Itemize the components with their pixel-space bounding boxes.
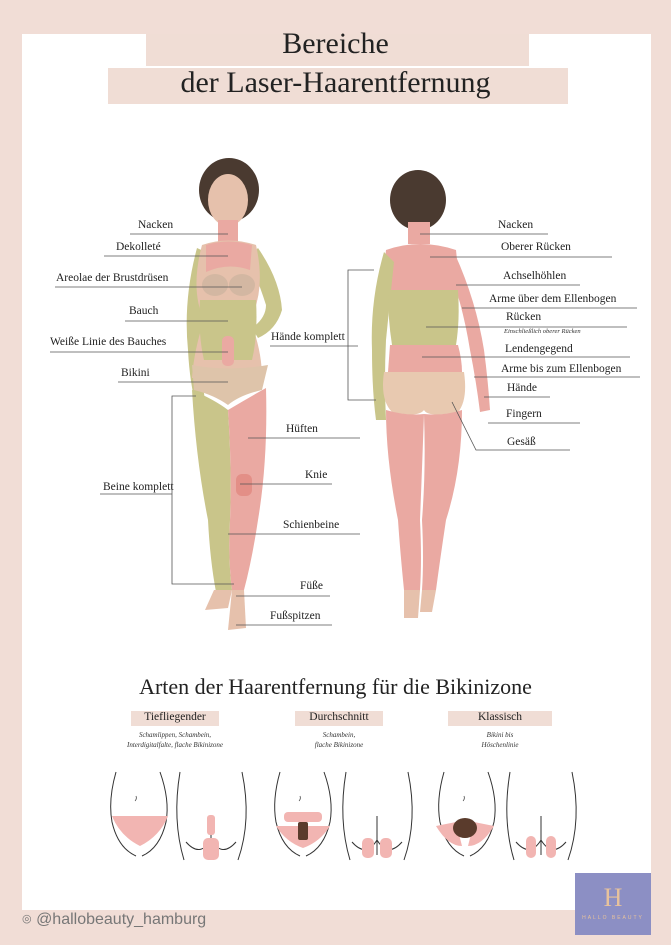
bikini-durch-front bbox=[275, 772, 331, 856]
label-front-hueften: Hüften bbox=[286, 423, 318, 435]
label-front-areolae: Areolae der Brustdrüsen bbox=[56, 272, 169, 284]
label-back-achselhoehlen: Achselhöhlen bbox=[503, 270, 567, 282]
logo-letter: H bbox=[603, 883, 623, 912]
label-back-arme-bis: Arme bis zum Ellenbogen bbox=[501, 363, 622, 375]
instagram-handle-text: @hallobeauty_hamburg bbox=[36, 911, 207, 928]
bikini-tief-front bbox=[111, 772, 168, 856]
label-back-haende: Hände bbox=[507, 382, 538, 394]
label-front-schienbeine: Schienbeine bbox=[283, 519, 340, 531]
bikini-type-durch-desc1: Schambein, bbox=[322, 731, 356, 739]
instagram-icon: ◎ bbox=[22, 913, 32, 925]
label-haende-komplett: Hände komplett bbox=[271, 331, 345, 343]
bikini-klass-back bbox=[507, 772, 576, 860]
label-back-oberer-ruecken: Oberer Rücken bbox=[501, 241, 571, 253]
label-front-bauch: Bauch bbox=[129, 305, 159, 317]
bikini-type-tief-desc1: Schamlippen, Schambein, bbox=[138, 731, 212, 739]
label-front-weisse-linie: Weiße Linie des Bauches bbox=[50, 336, 167, 348]
label-front-nacken: Nacken bbox=[138, 219, 174, 231]
label-back-arme-ueber: Arme über dem Ellenbogen bbox=[489, 293, 617, 305]
brand-logo bbox=[575, 873, 651, 935]
logo-text: HALLO BEAUTY bbox=[582, 915, 644, 921]
label-front-fuesse: Füße bbox=[300, 580, 323, 592]
bikini-type-klass-desc2: Höschenlinie bbox=[481, 741, 519, 749]
bikini-type-klass-desc1: Bikini bis bbox=[486, 731, 514, 739]
bikini-tief-back bbox=[177, 772, 246, 860]
label-beine-komplett: Beine komplett bbox=[103, 481, 174, 493]
label-front-bikini: Bikini bbox=[121, 367, 150, 379]
instagram-handle[interactable] bbox=[22, 911, 206, 929]
label-back-nacken: Nacken bbox=[498, 219, 534, 231]
label-back-ruecken-note: Einschließlich oberer Rücken bbox=[504, 328, 581, 335]
bikini-klass-front bbox=[436, 772, 495, 856]
bikini-type-klass-label: Klassisch bbox=[448, 711, 552, 726]
bikini-type-tief-label: Tiefliegender bbox=[131, 711, 219, 726]
label-back-ruecken: Rücken bbox=[506, 311, 542, 323]
label-back-lendengegend: Lendengegend bbox=[505, 343, 573, 355]
page-title-line2: der Laser-Haarentfernung bbox=[180, 66, 491, 99]
label-front-knie: Knie bbox=[305, 469, 328, 481]
bikini-type-tief-desc2: Interdigitalfalte, flache Bikinizone bbox=[127, 741, 223, 749]
front-figure bbox=[187, 158, 282, 630]
bikini-type-durch-label: Durchschnitt bbox=[295, 711, 383, 726]
bikini-diagrams bbox=[111, 772, 577, 860]
label-back-gesaess: Gesäß bbox=[507, 436, 536, 448]
bikini-durch-back bbox=[343, 772, 412, 860]
label-front-dekollete: Dekolleté bbox=[116, 241, 161, 253]
bikini-type-durch-desc2: flache Bikinizone bbox=[314, 741, 364, 749]
label-front-fussspitzen: Fußspitzen bbox=[270, 610, 321, 622]
page-title-line1: Bereiche bbox=[282, 27, 389, 60]
back-figure bbox=[372, 170, 490, 618]
bikini-section-title: Arten der Haarentfernung für die Bikinizone bbox=[139, 674, 532, 699]
label-back-fingern: Fingern bbox=[506, 408, 542, 420]
